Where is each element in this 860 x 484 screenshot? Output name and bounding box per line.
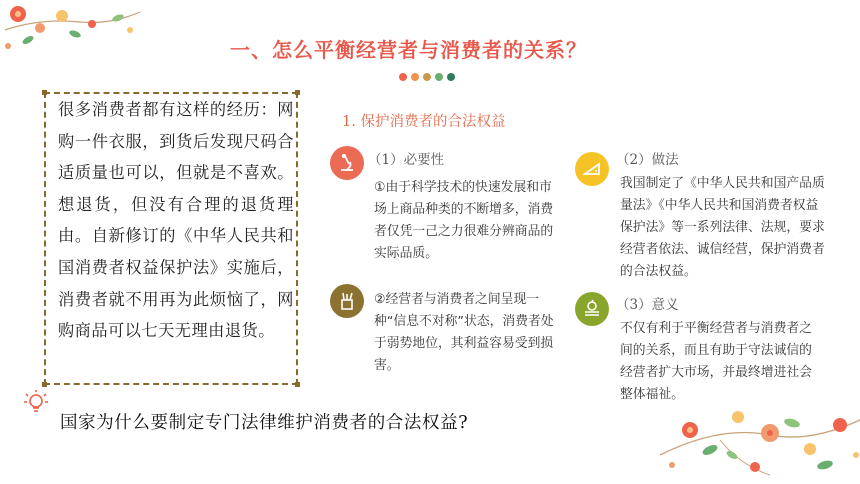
dot-4 [435,73,443,81]
lightbulb-icon [22,388,50,418]
frame-corner [295,382,300,387]
floral-decoration-bottom-right [660,395,860,484]
story-text: 很多消费者都有这样的经历：网购一件衣服，到货后发现尺码合适质量也可以，但就是不喜欢。想退货，但没有合理的退货理由。自新修订的《中华人民共和国消费者权益保护法》实施后，消费者就不用再为此烦恼了，网购商品可以七天无理由退货。 [58,100,294,341]
pencils-icon [330,284,364,318]
section-heading: 1. 保护消费者的合法权益 [342,114,506,130]
significance-label: （3）意义 [616,297,679,313]
measures-text: 我国制定了《中华人民共和国产品质量法》《中华人民共和国消费者权益保护法》等一系列法律、法规，要求经营者依法、诚信经营，保护消费者的合法权益。 [620,176,825,279]
floral-decoration-top-left [0,0,150,60]
measures-label: （2）做法 [616,152,679,168]
page-title: 一、怎么平衡经营者与消费者的关系？ [230,38,587,62]
set-square-icon [575,152,609,186]
microscope-icon [330,146,364,180]
question-text: 国家为什么要制定专门法律维护消费者的合法权益? [60,413,469,433]
necessity-reason-1: ①由于科学技术的快速发展和市场上商品种类的不断增多，消费者仅凭一己之力很难分辨商品的实际品质。 [374,180,554,261]
dot-5 [447,73,455,81]
significance-text: 不仅有利于平衡经营者与消费者之间的关系，而且有助于守法诚信的经营者扩大市场，并最终增进社会整体福祉。 [620,321,812,402]
apple-books-icon [575,292,609,326]
frame-corner [295,90,300,95]
decorative-dots [399,73,455,81]
dot-3 [423,73,431,81]
frame-corner [42,90,47,95]
dot-1 [399,73,407,81]
dot-2 [411,73,419,81]
necessity-reason-2: ②经营者与消费者之间呈现一种“信息不对称”状态，消费者处于弱势地位，其利益容易受到损害。 [374,292,554,373]
frame-corner [42,382,47,387]
necessity-label: （1）必要性 [368,152,445,168]
